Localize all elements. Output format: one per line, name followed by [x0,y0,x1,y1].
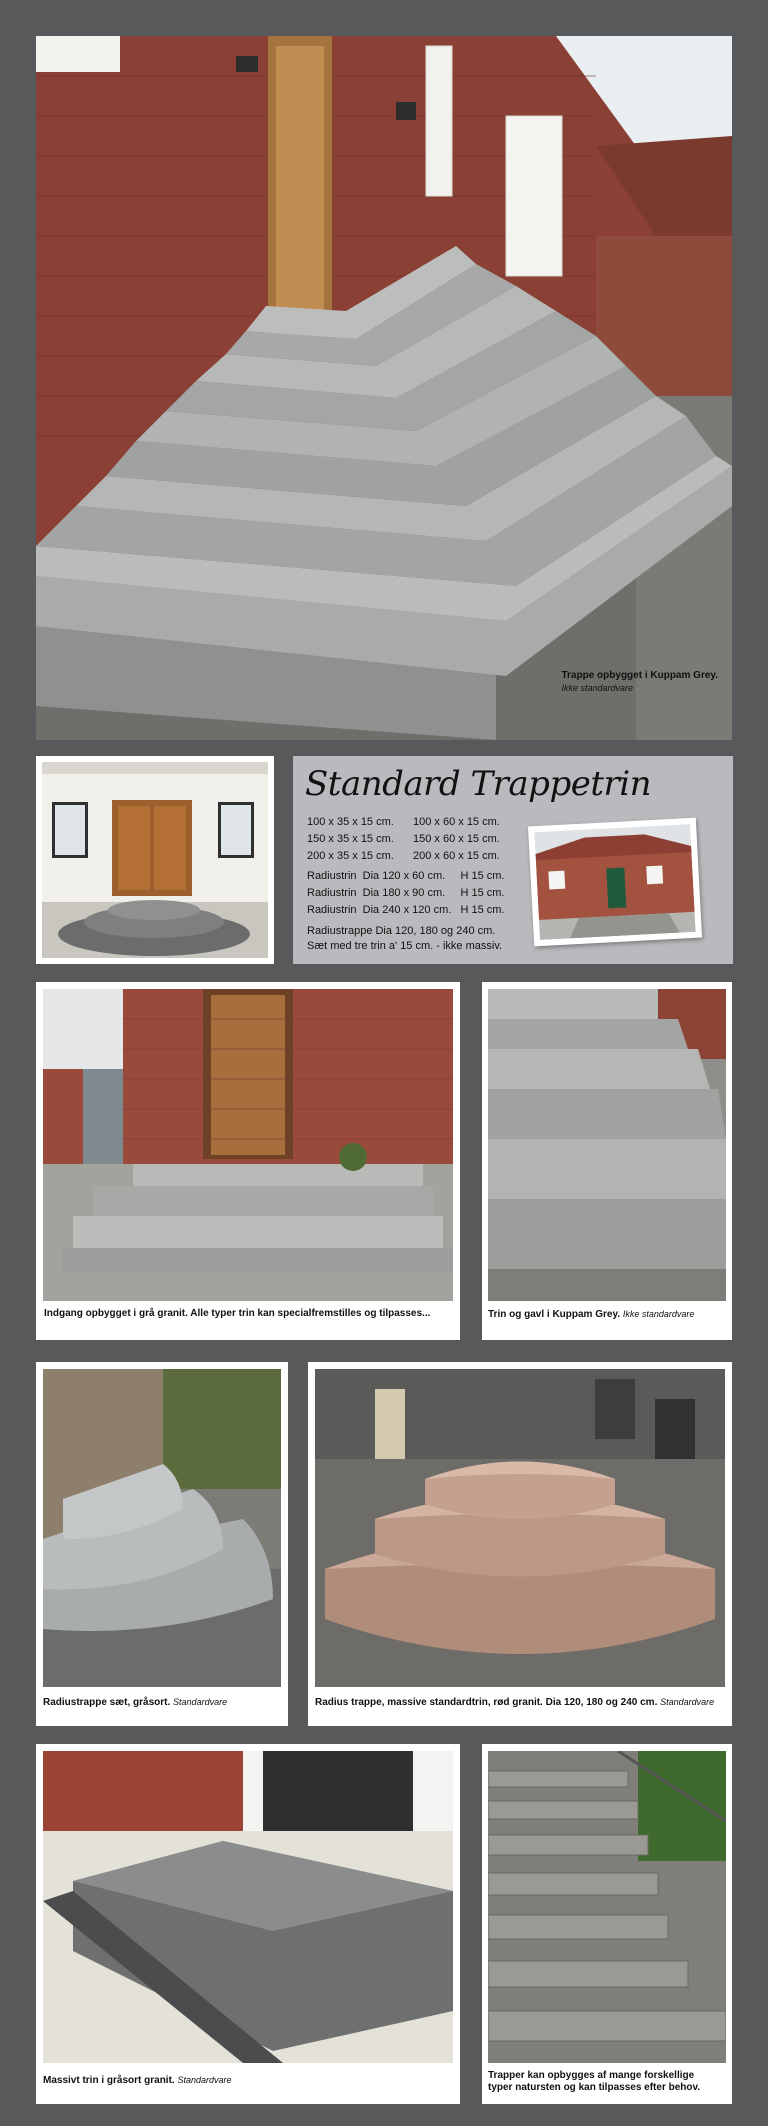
hero-caption [561,670,718,694]
natural-stone-stairs-photo [488,1751,726,2063]
standard-steps-info-panel [293,756,733,964]
info-title: Standard Trappetrin [305,764,652,804]
dimensions-row [307,831,519,848]
gable-caption-italic: Ikke standardvare [622,1309,695,1319]
radius-grey-steps-photo [43,1369,281,1687]
natural-stone-caption-line: Trapper kan opbygges af mange forskellige [488,2070,695,2081]
white-house-radius-steps-photo [42,762,268,958]
gable-kuppam-grey-photo [488,989,726,1301]
dimension-value: 150 x 60 x 15 cm. [413,833,500,845]
entrance-card [36,982,460,1340]
gable-caption [488,1308,728,1321]
radius-red-caption-bold: Radius trappe, massive standardtrin, rød granit. Dia 120, 180 og 240 cm. [315,1697,658,1708]
dimension-value: 200 x 35 x 15 cm. [307,850,394,862]
dimensions-row [307,814,519,831]
radius-red-card [308,1362,732,1726]
dimension-value: 100 x 60 x 15 cm. [413,816,500,828]
dimension-value: 150 x 35 x 15 cm. [307,833,394,845]
radius-red-caption-italic: Standardvare [660,1697,715,1707]
entrance-grey-granite-photo [43,989,453,1301]
radius-step-line: Radiustrin Dia 120 x 60 cm. H 15 cm. [307,870,505,882]
hero-caption-bold: Trappe opbygget i Kuppam Grey. [561,670,718,681]
radius-set-line: Sæt med tre trin a' 15 cm. - ikke massiv. [307,940,503,952]
dimensions-row [307,848,519,865]
massive-step-card [36,1744,460,2104]
radius-grey-caption-italic: Standardvare [173,1697,228,1707]
radius-grey-caption [43,1696,283,1709]
natural-stone-caption [488,2070,728,2094]
radius-grey-card [36,1362,288,1726]
hero-card [36,36,732,740]
gable-caption-bold: Trin og gavl i Kuppam Grey. [488,1309,621,1320]
dimensions-list [307,814,519,865]
dimension-value: 100 x 35 x 15 cm. [307,816,394,828]
natural-stone-card [482,1744,732,2104]
radius-red-granite-photo [315,1369,725,1687]
radius-grey-caption-bold: Radiustrappe sæt, gråsort. [43,1697,171,1708]
entrance-caption: Indgang opbygget i grå granit. Alle typer trin kan specialfremstilles og tilpasses... [44,1308,431,1319]
radius-step-line: Radiustrin Dia 180 x 90 cm. H 15 cm. [307,887,505,899]
white-house-card [36,756,274,964]
massive-step-caption-bold: Massivt trin i gråsort granit. [43,2075,175,2086]
hero-caption-italic: Ikke standardvare [561,683,634,693]
gable-card [482,982,732,1340]
dimension-value: 200 x 60 x 15 cm. [413,850,500,862]
natural-stone-caption-line: typer natursten og kan tilpasses efter behov. [488,2082,701,2093]
massive-step-caption-italic: Standardvare [177,2075,232,2085]
radius-step-line: Radiustrin Dia 240 x 120 cm. H 15 cm. [307,904,505,916]
radius-set-text [307,924,502,954]
inset-photo-card [528,818,702,947]
massive-step-caption [43,2074,453,2087]
radius-red-caption [315,1696,727,1709]
radius-set-line: Radiustrappe Dia 120, 180 og 240 cm. [307,925,496,937]
inset-brick-house-photo [534,824,695,940]
hero-photo-brick-house-staircase [36,36,732,740]
radius-steps-list [307,868,504,919]
massive-grey-step-photo [43,1751,453,2063]
